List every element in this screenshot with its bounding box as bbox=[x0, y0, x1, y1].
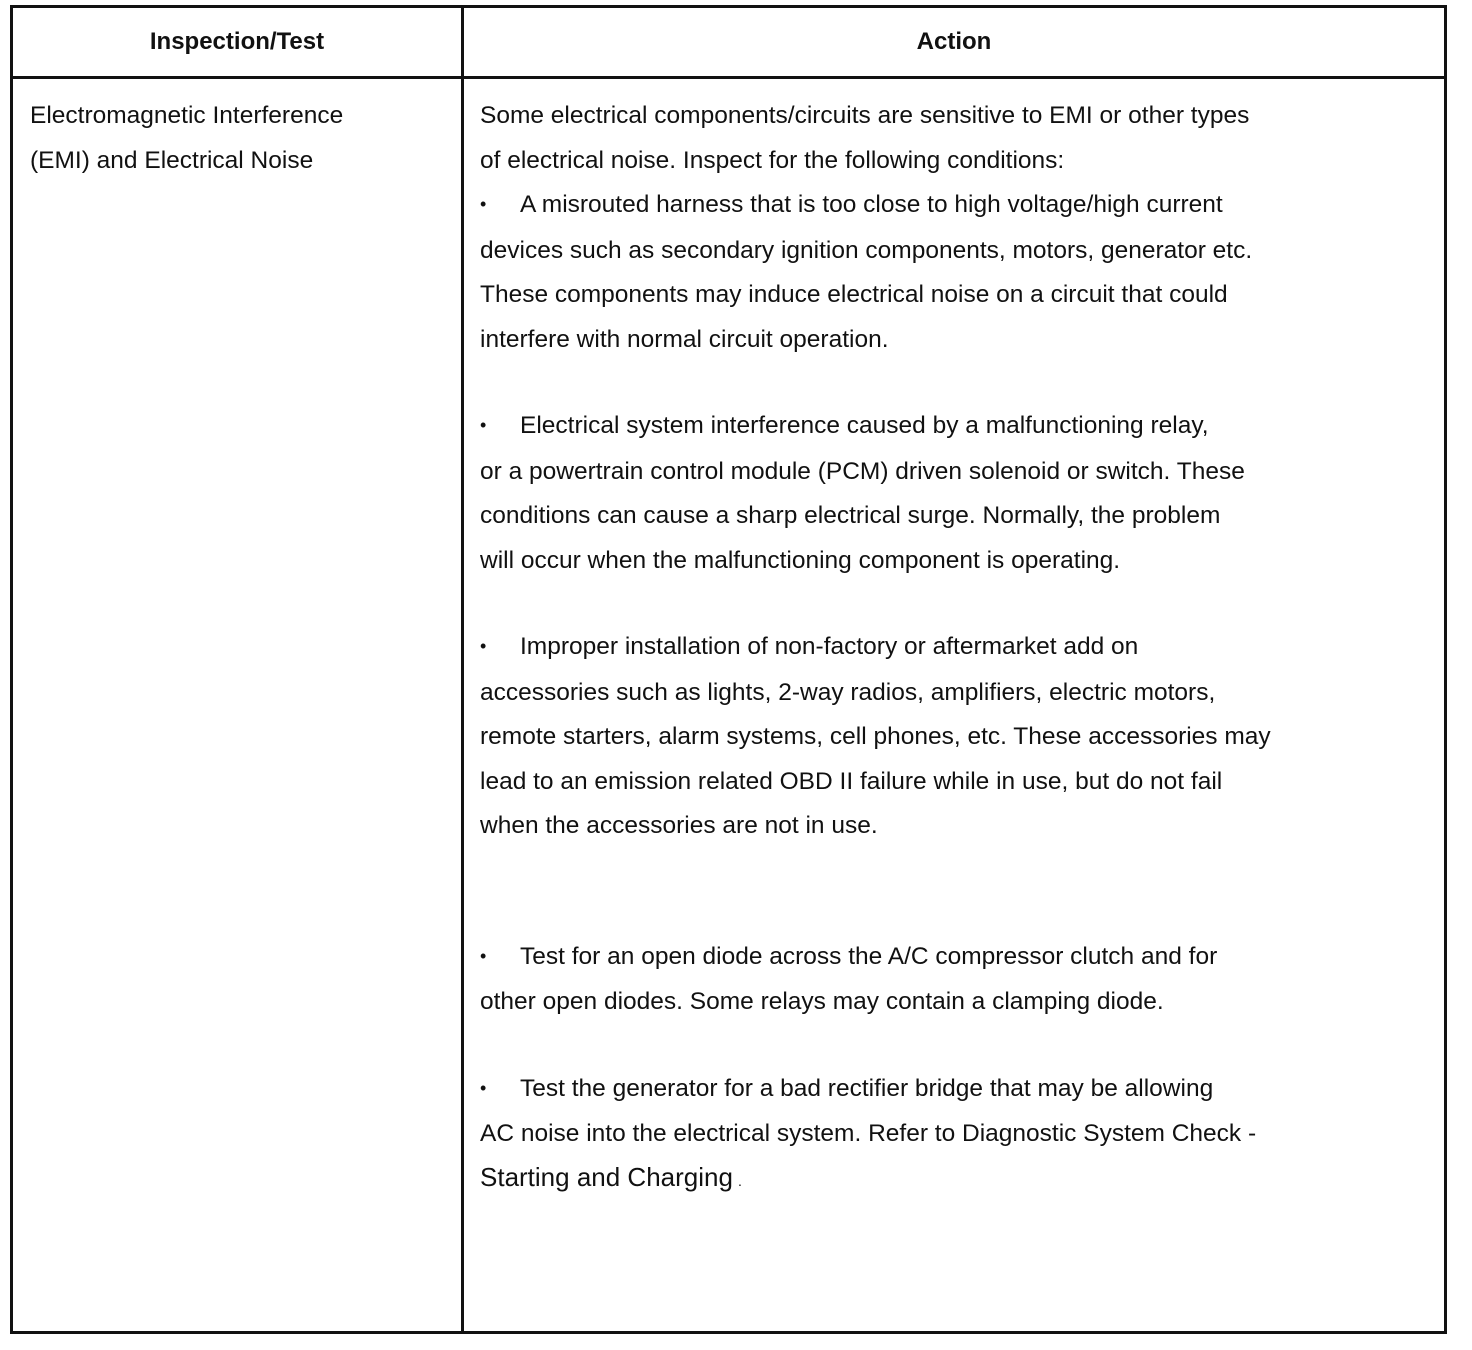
bullet-text-line: Improper installation of non-factory or aftermarket add on bbox=[520, 633, 1139, 660]
bullet-text-line: remote starters, alarm systems, cell phones, etc. These accessories may bbox=[480, 723, 1271, 750]
spacer bbox=[480, 849, 1424, 935]
table-row bbox=[12, 78, 1446, 1333]
bullet-icon: • bbox=[480, 1077, 487, 1098]
bullet-text-line: will occur when the malfunctioning component is operating. bbox=[480, 546, 1121, 574]
bullet-text-line: Electrical system interference caused by a malfunctioning relay, bbox=[520, 412, 1209, 439]
intro-text-line: of electrical noise. Inspect for the following conditions: bbox=[480, 146, 1065, 174]
bullet-icon: • bbox=[480, 945, 487, 966]
intro-text-line: Some electrical components/circuits are sensitive to EMI or other types bbox=[480, 102, 1250, 129]
bullet-text-line: accessories such as lights, 2-way radios, amplifiers, electric motors, bbox=[480, 678, 1216, 706]
bullet-text-line: devices such as secondary ignition components, motors, generator etc. bbox=[480, 236, 1253, 264]
spacer bbox=[480, 362, 1424, 404]
bullet-text-line: A misrouted harness that is too close to high voltage/high current bbox=[520, 191, 1223, 218]
bullet-text-line: Test for an open diode across the A/C compressor clutch and for bbox=[520, 942, 1218, 970]
bullet-item-open-diode bbox=[480, 935, 1424, 1025]
action-cell bbox=[463, 78, 1446, 1333]
bullet-text-line: AC noise into the electrical system. Refer to Diagnostic System Check - bbox=[480, 1120, 1257, 1147]
spacer bbox=[480, 1025, 1424, 1067]
table-header-row bbox=[12, 7, 1446, 78]
spacer bbox=[480, 583, 1424, 625]
bullet-text-line: or a powertrain control module (PCM) driven solenoid or switch. These bbox=[480, 457, 1245, 485]
bullet-icon: • bbox=[480, 636, 487, 656]
header-action: Action bbox=[463, 7, 1446, 78]
bullet-text-line: lead to an emission related OBD II failure while in use, but do not fail bbox=[480, 767, 1223, 795]
inspection-cell bbox=[12, 78, 463, 1333]
header-inspection-test: Inspection/Test bbox=[12, 7, 463, 78]
bullet-item-improper-installation bbox=[480, 625, 1424, 849]
bullet-text-line: Test the generator for a bad rectifier bridge that may be allowing bbox=[520, 1074, 1214, 1102]
bullet-text-line: interfere with normal circuit operation. bbox=[480, 325, 889, 353]
inspection-text-line: Electromagnetic Interference bbox=[30, 102, 344, 129]
bullet-item-misrouted-harness bbox=[480, 183, 1424, 362]
inspection-table bbox=[10, 5, 1447, 1334]
bullet-text-line: other open diodes. Some relays may contain a clamping diode. bbox=[480, 988, 1164, 1015]
bullet-text-line: These components may induce electrical noise on a circuit that could bbox=[480, 281, 1228, 308]
sentence-end: . bbox=[737, 1172, 742, 1189]
bullet-item-system-interference bbox=[480, 404, 1424, 583]
bullet-icon: • bbox=[480, 194, 487, 214]
bullet-item-generator-test bbox=[480, 1067, 1424, 1202]
bullet-text-line: when the accessories are not in use. bbox=[480, 812, 878, 839]
bullet-text-line: conditions can cause a sharp electrical surge. Normally, the problem bbox=[480, 502, 1221, 529]
inspection-text-line: (EMI) and Electrical Noise bbox=[30, 146, 314, 174]
diagnostic-reference-text: Starting and Charging bbox=[480, 1161, 733, 1192]
bullet-icon: • bbox=[480, 415, 487, 435]
